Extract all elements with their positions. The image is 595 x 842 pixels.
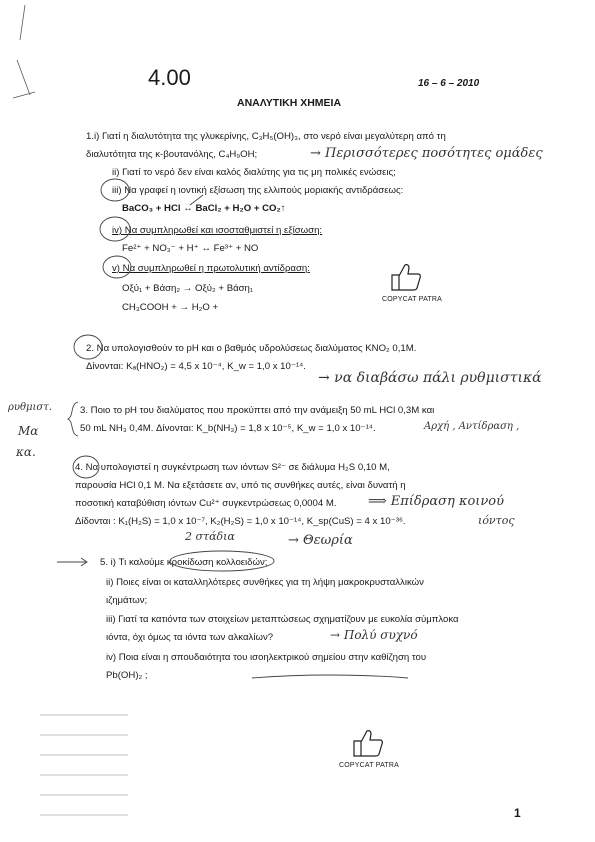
q1-v: v) Να συμπληρωθεί η πρωτολυτική αντίδραση:: [112, 263, 310, 274]
q1-iii: iii) Να γραφεί η ιοντική εξίσωση της ελλιπούς μοριακής αντιδράσεως:: [112, 185, 404, 196]
watermark-2-label: COPYCAT PATRA: [339, 762, 400, 769]
q1-i-line-b: διαλυτότητα της κ-βουτανόλης, C₄H₉OH;: [86, 149, 258, 160]
q1-iv-equation: Fe²⁺ + NO₃⁻ + H⁺ ↔ Fe³⁺ + NO: [122, 243, 259, 254]
page-number: 1: [514, 806, 521, 820]
thumbs-up-icon: [350, 728, 386, 758]
q3-line-b: 50 mL NH₃ 0,4M. Δίνονται: K_b(NH₃) = 1,8 x 10⁻⁵, K_w = 1,0 x 10⁻¹⁴.: [80, 423, 376, 434]
q5-iii-line-b: ιόντα, όχι όμως τα ιόντα των αλκαλίων?: [106, 632, 274, 643]
grade-mark: 4.00: [148, 65, 191, 90]
background-lines: [0, 700, 140, 840]
handwritten-note-6: 2 στάδια: [185, 530, 235, 543]
q5-ii-line-b: ιζημάτων;: [106, 595, 148, 606]
q1-i-line-a: 1.i) Γιατί η διαλυτότητα της γλυκερίνης, C₃H₅(OH)₃, στο νερό είναι μεγαλύτερη από τη: [86, 131, 446, 142]
q1-ii: ii) Γιατί το νερό δεν είναι καλός διαλύτης για τις μη πολικές ενώσεις;: [112, 167, 396, 178]
handwritten-circle-q5: [168, 548, 278, 574]
q3-line-a: 3. Ποιο το pH του διαλύματος που προκύπτει από την ανάμειξη 50 mL HCl 0,3M και: [80, 405, 435, 416]
q4-line-d: Δίδονται : K₁(H₂S) = 1,0 x 10⁻⁷, K₂(H₂S) = 1,0 x 10⁻¹⁴, K_sp(CuS) = 4 x 10⁻³⁶.: [75, 516, 406, 527]
thumbs-up-icon: [388, 262, 424, 292]
handwritten-note-5: ιόντος: [478, 514, 515, 527]
q5-iv-line-b: Pb(OH)₂ ;: [106, 670, 148, 681]
handwritten-note-2: → να διαβάσω πάλι ρυθμιστικά: [318, 370, 542, 386]
handwritten-note-1: → Περισσότερες ποσότητες ομάδες: [310, 146, 543, 161]
q1-v-equation-2: CH₃COOH + → H₂O +: [122, 302, 219, 313]
handwritten-underline-q5: [250, 672, 410, 682]
margin-note-c: κα.: [16, 445, 36, 459]
q5-iii-line-a: iii) Γιατί τα κατιόντα των στοιχείων μεταπτώσεως σχηματίζουν με ευκολία σύμπλοκα: [106, 614, 459, 625]
handwritten-circle-q2: [70, 330, 110, 364]
watermark-1: [388, 262, 424, 292]
handwritten-circles-q1: [95, 175, 215, 285]
exam-date: 16 – 6 – 2010: [418, 78, 480, 89]
margin-scribble: [5, 0, 45, 110]
q4-line-a: 4. Να υπολογιστεί η συγκέντρωση των ιόντων S²⁻ σε διάλυμα H₂S 0,10 M,: [75, 462, 390, 473]
q5-i: 5. i) Τι καλούμε κροκίδωση κολλοειδών;: [100, 557, 268, 568]
q1-v-equation-1: Οξύ₁ + Βάση₂ → Οξύ₂ + Βάση₁: [122, 283, 254, 294]
watermark-2: [350, 728, 386, 758]
q5-iv-line-a: iv) Ποια είναι η σπουδαιότητα του ισοηλεκτρικού σημείου στην καθίζηση του: [106, 652, 427, 663]
q2-line-b: Δίνονται: Kₐ(HNO₂) = 4,5 x 10⁻⁴, K_w = 1,0 x 10⁻¹⁴.: [86, 361, 306, 372]
arrow-q5: [55, 556, 95, 568]
handwritten-note-3: Αρχή , Αντίδραση ,: [424, 421, 520, 432]
margin-note-a: ρυθμιστ.: [8, 402, 52, 413]
q4-line-c: ποσοτική καταβύθιση ιόντων Cu²⁺ συγκεντρώσεως 0,0004 M.: [75, 498, 337, 509]
handwritten-note-7: → Θεωρία: [288, 533, 353, 548]
handwritten-note-4: ⟹ Επίδραση κοινού: [368, 494, 505, 509]
q5-ii-line-a: ii) Ποιες είναι οι καταλληλότερες συνθήκες για τη λήψη μακροκρυσταλλικών: [106, 577, 424, 588]
handwritten-brace-q3: [66, 400, 82, 438]
watermark-1-label: COPYCAT PATRA: [382, 296, 443, 303]
q2-line-a: 2. Να υπολογισθούν το pH και ο βαθμός υδρολύσεως διαλύματος KNO₂ 0,1M.: [86, 343, 417, 354]
handwritten-circle-q4: [68, 452, 108, 484]
q1-iii-equation: BaCO₃ + HCl ↔ BaCl₂ + H₂O + CO₂↑: [122, 203, 286, 214]
q1-iv: iv) Να συμπληρωθεί και ισοσταθμιστεί η εξίσωση:: [112, 225, 323, 236]
exam-title: ΑΝΑΛΥΤΙΚΗ ΧΗΜΕΙΑ: [237, 97, 342, 109]
handwritten-note-8: → Πολύ συχνό: [330, 628, 418, 642]
q4-line-b: παρουσία HCl 0,1 M. Να εξετάσετε αν, υπό τις συνθήκες αυτές, είναι δυνατή η: [75, 480, 406, 491]
margin-note-b: Μα: [18, 424, 39, 438]
